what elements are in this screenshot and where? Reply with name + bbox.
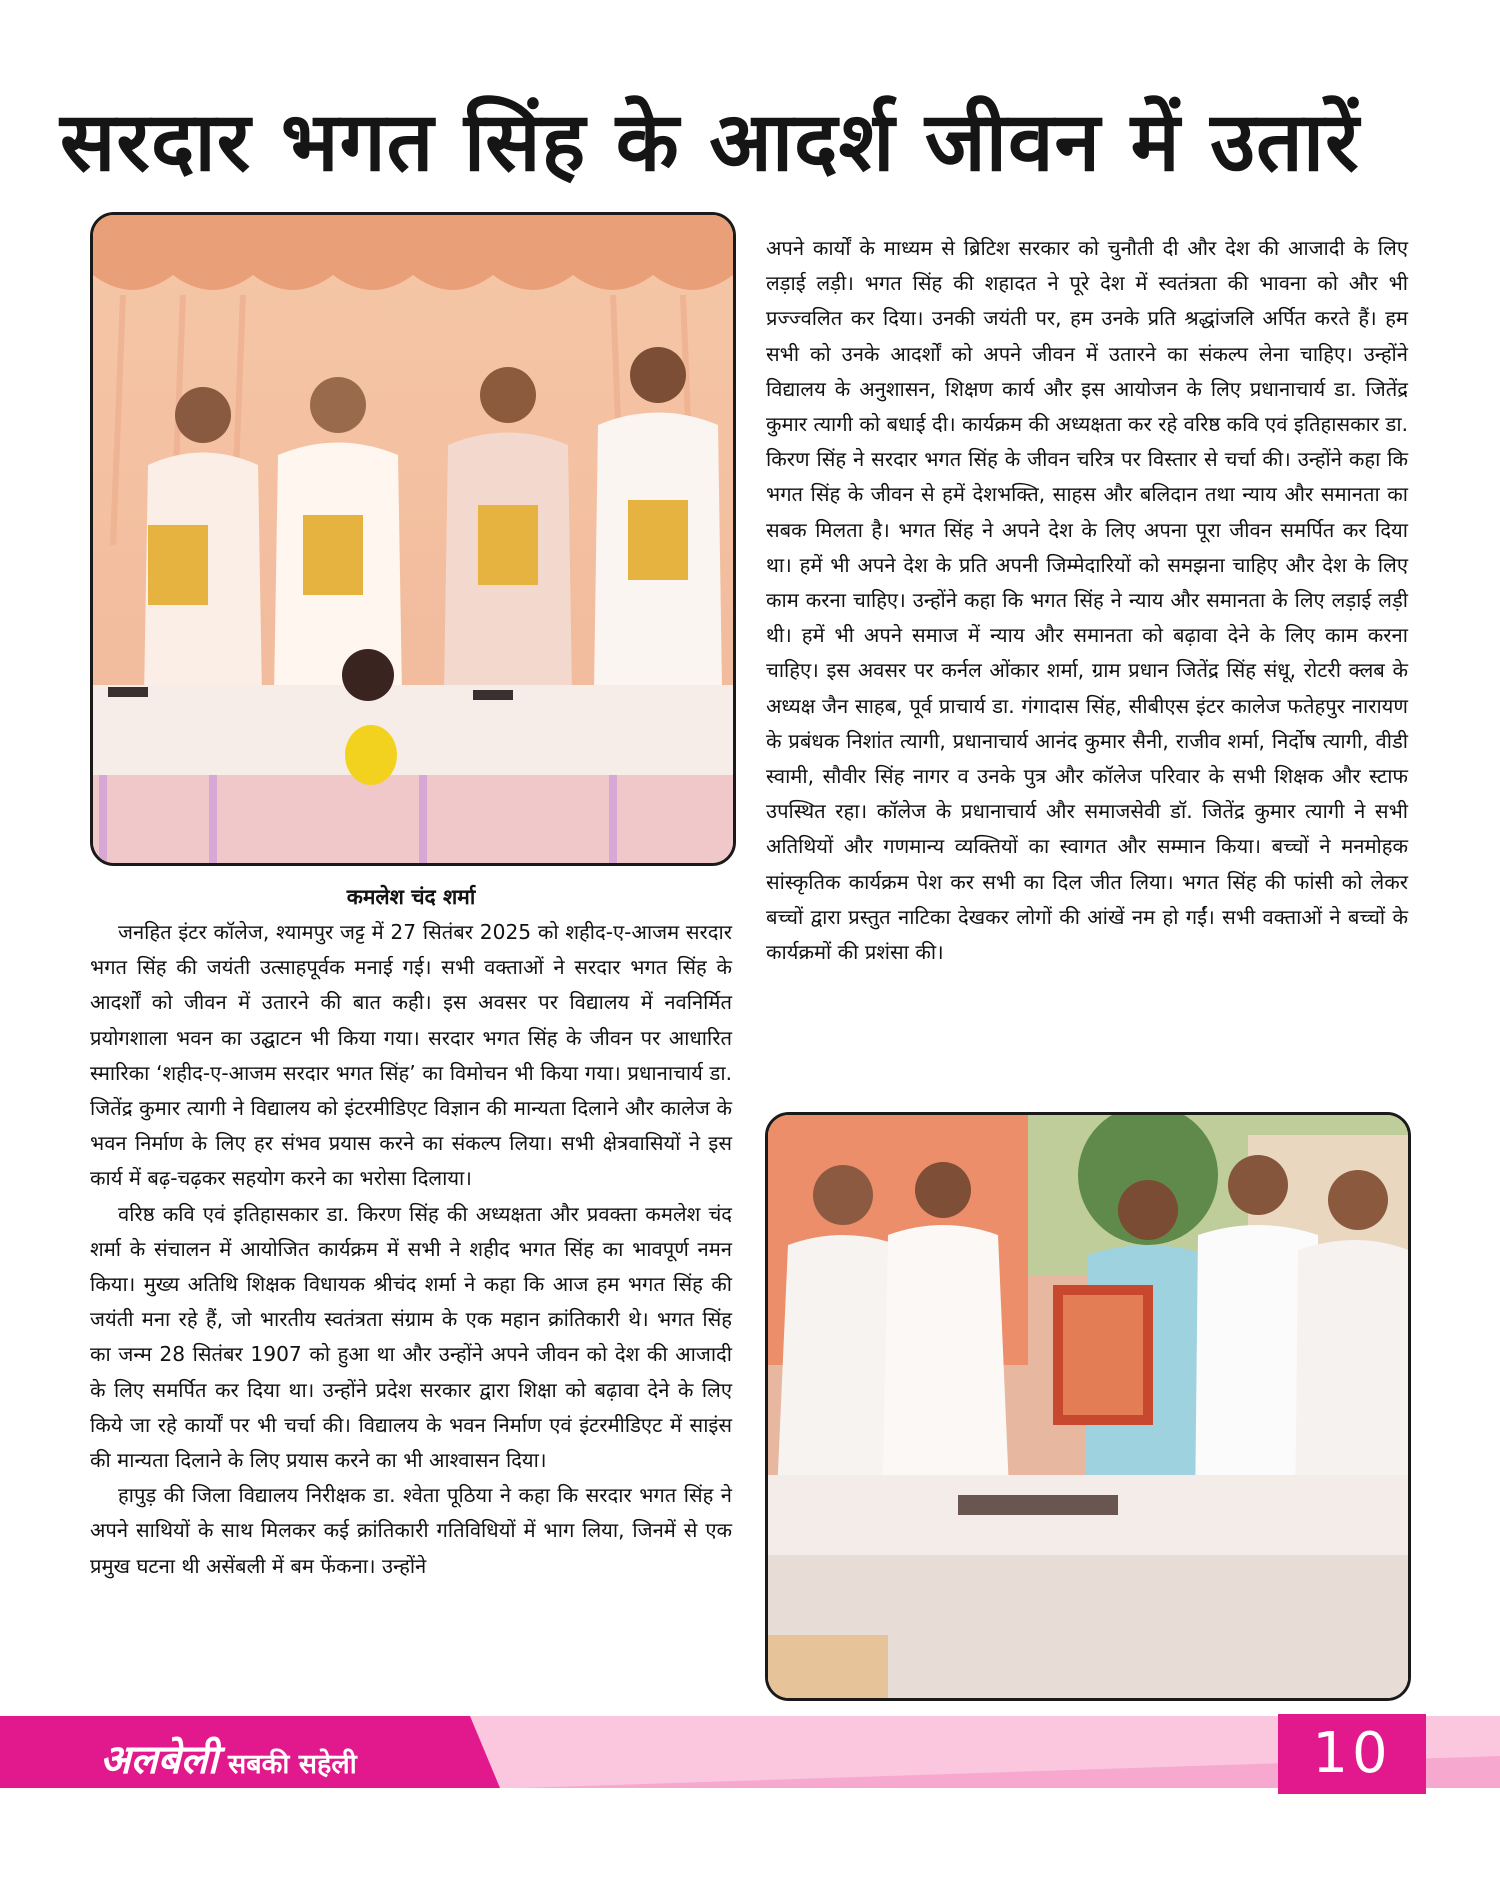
magazine-logo (100, 1730, 357, 1783)
paragraph: जनहित इंटर कॉलेज, श्यामपुर जट्ट में 27 सितंबर 2025 को शहीद-ए-आजम सरदार भगत सिंह की जयंती उत्साहपूर्वक मनाई गई। सभी वक्ताओं ने सरदार भगत सिंह के आदर्शों को जीवन में उतारने की बात कही। इस अवसर पर विद्यालय में नवनिर्मित प्रयोगशाला भवन का उद्घाटन भी किया गया। सरदार भगत सिंह के जीवन पर आधारित स्मारिका ‘शहीद-ए-आजम सरदार भगत सिंह’ का विमोचन भी किया गया। प्रधानाचार्य डा. जितेंद्र कुमार त्यागी ने विद्यालय को इंटरमीडिएट विज्ञान की मान्यता दिलाने और कालेज के भवन निर्माण के लिए हर संभव प्रयास करने का संकल्प लिया। सभी क्षेत्रवासियों ने इस कार्य में बढ़-चढ़कर सहयोग करने का भरोसा दिलाया। (90, 920, 732, 1191)
page-number: 10 (1278, 1714, 1426, 1794)
paragraph: वरिष्ठ कवि एवं इतिहासकार डा. किरण सिंह की अध्यक्षता और प्रवक्ता कमलेश चंद शर्मा के संचालन में आयोजित कार्यक्रम में सभी ने शहीद भगत सिंह का भावपूर्ण नमन किया। मुख्य अतिथि शिक्षक विधायक श्रीचंद शर्मा ने कहा कि आज हम भगत सिंह की जयंती मना रहे हैं, जो भारतीय स्वतंत्रता संग्राम के एक महान क्रांतिकारी थे। भगत सिंह का जन्म 28 सितंबर 1907 को हुआ था और उन्होंने अपने जीवन को देश की आजादी के लिए समर्पित कर दिया था। उन्होंने प्रदेश सरकार द्वारा शिक्षा को बढ़ावा देने के लिए किये जा रहे कार्यों पर भी चर्चा की। विद्यालय के भवन निर्माण एवं इंटरमीडिएट में साइंस की मान्यता दिलाने के लिए प्रयास करने का भी आश्वासन दिया। (90, 1201, 732, 1473)
right-column-text (766, 231, 1408, 970)
paragraph: अपने कार्यों के माध्यम से ब्रिटिश सरकार को चुनौती दी और देश की आजादी के लिए लड़ाई लड़ी। भगत सिंह की शहादत ने पूरे देश में स्वतंत्रता की भावना को और भी प्रज्ज्वलित कर दिया। उनकी जयंती पर, हम उनके प्रति श्रद्धांजलि अर्पित करते हैं। हम सभी को उनके आदर्शों को अपने जीवन में उतारने का संकल्प लेना चाहिए। उन्होंने विद्यालय के अनुशासन, शिक्षण कार्य और इस आयोजन के लिए प्रधानाचार्य डा. जितेंद्र कुमार त्यागी को बधाई दी। कार्यक्रम की अध्यक्षता कर रहे वरिष्ठ कवि एवं इतिहासकार डा. किरण सिंह ने सरदार भगत सिंह के जीवन चरित्र पर विस्तार से चर्चा की। उन्होंने कहा कि भगत सिंह के जीवन से हमें देशभक्ति, साहस और बलिदान तथा न्याय और समानता का सबक मिलता है। भगत सिंह ने अपने देश के लिए अपना पूरा जीवन समर्पित कर दिया था। हमें भी अपने देश के प्रति अपनी जिम्मेदारियों को समझना चाहिए और देश के लिए काम करना चाहिए। उन्होंने कहा कि भगत सिंह ने न्याय और समानता के लिए लड़ाई लड़ी थी। हमें भी अपने समाज में न्याय और समानता को बढ़ावा देने के लिए काम करना चाहिए। इस अवसर पर कर्नल ओंकार शर्मा, ग्राम प्रधान जितेंद्र सिंह संधू, रोटरी क्लब के अध्यक्ष जैन साहब, पूर्व प्राचार्य डा. गंगादास सिंह, सीबीएस इंटर कालेज फतेहपुर नारायण के प्रबंधक निशांत त्यागी, प्रधानाचार्य आनंद कुमार सैनी, राजीव शर्मा, निर्दोष त्यागी, वीडी स्वामी, सौवीर सिंह नागर व उनके पुत्र और कॉलेज परिवार के सभी शिक्षक और स्टाफ उपस्थित रहा। कॉलेज के प्रधानाचार्य और समाजसेवी डॉ. जितेंद्र कुमार त्यागी ने सभी अतिथियों और गणमान्य व्यक्तियों का स्वागत और सम्मान किया। बच्चों ने मनमोहक सांस्कृतिक कार्यक्रम पेश कर सभी का दिल जीत लिया। भगत सिंह की फांसी को लेकर बच्चों द्वारा प्रस्तुत नाटिका देखकर लोगों की आंखें नम हो गईं। सभी वक्ताओं ने बच्चों के कार्यक्रमों की प्रशंसा की। (766, 236, 1408, 965)
brand-tagline: सबकी सहेली (228, 1749, 357, 1780)
brand-name: अलबेली (100, 1736, 218, 1783)
photo-book-release (90, 212, 736, 866)
left-column-text (90, 915, 732, 1584)
article-byline: कमलेश चंद शर्मा (346, 885, 476, 909)
photo-felicitation (765, 1112, 1411, 1701)
paragraph: हापुड़ की जिला विद्यालय निरीक्षक डा. श्वेता पूठिया ने कहा कि सरदार भगत सिंह ने अपने साथियों के साथ मिलकर कई क्रांतिकारी गतिविधियों में भाग लिया, जिनमें से एक प्रमुख घटना थी असेंबली में बम फेंकना। उन्होंने (90, 1483, 732, 1578)
page-headline: सरदार भगत सिंह के आदर्श जीवन में उतारें (60, 95, 1360, 190)
